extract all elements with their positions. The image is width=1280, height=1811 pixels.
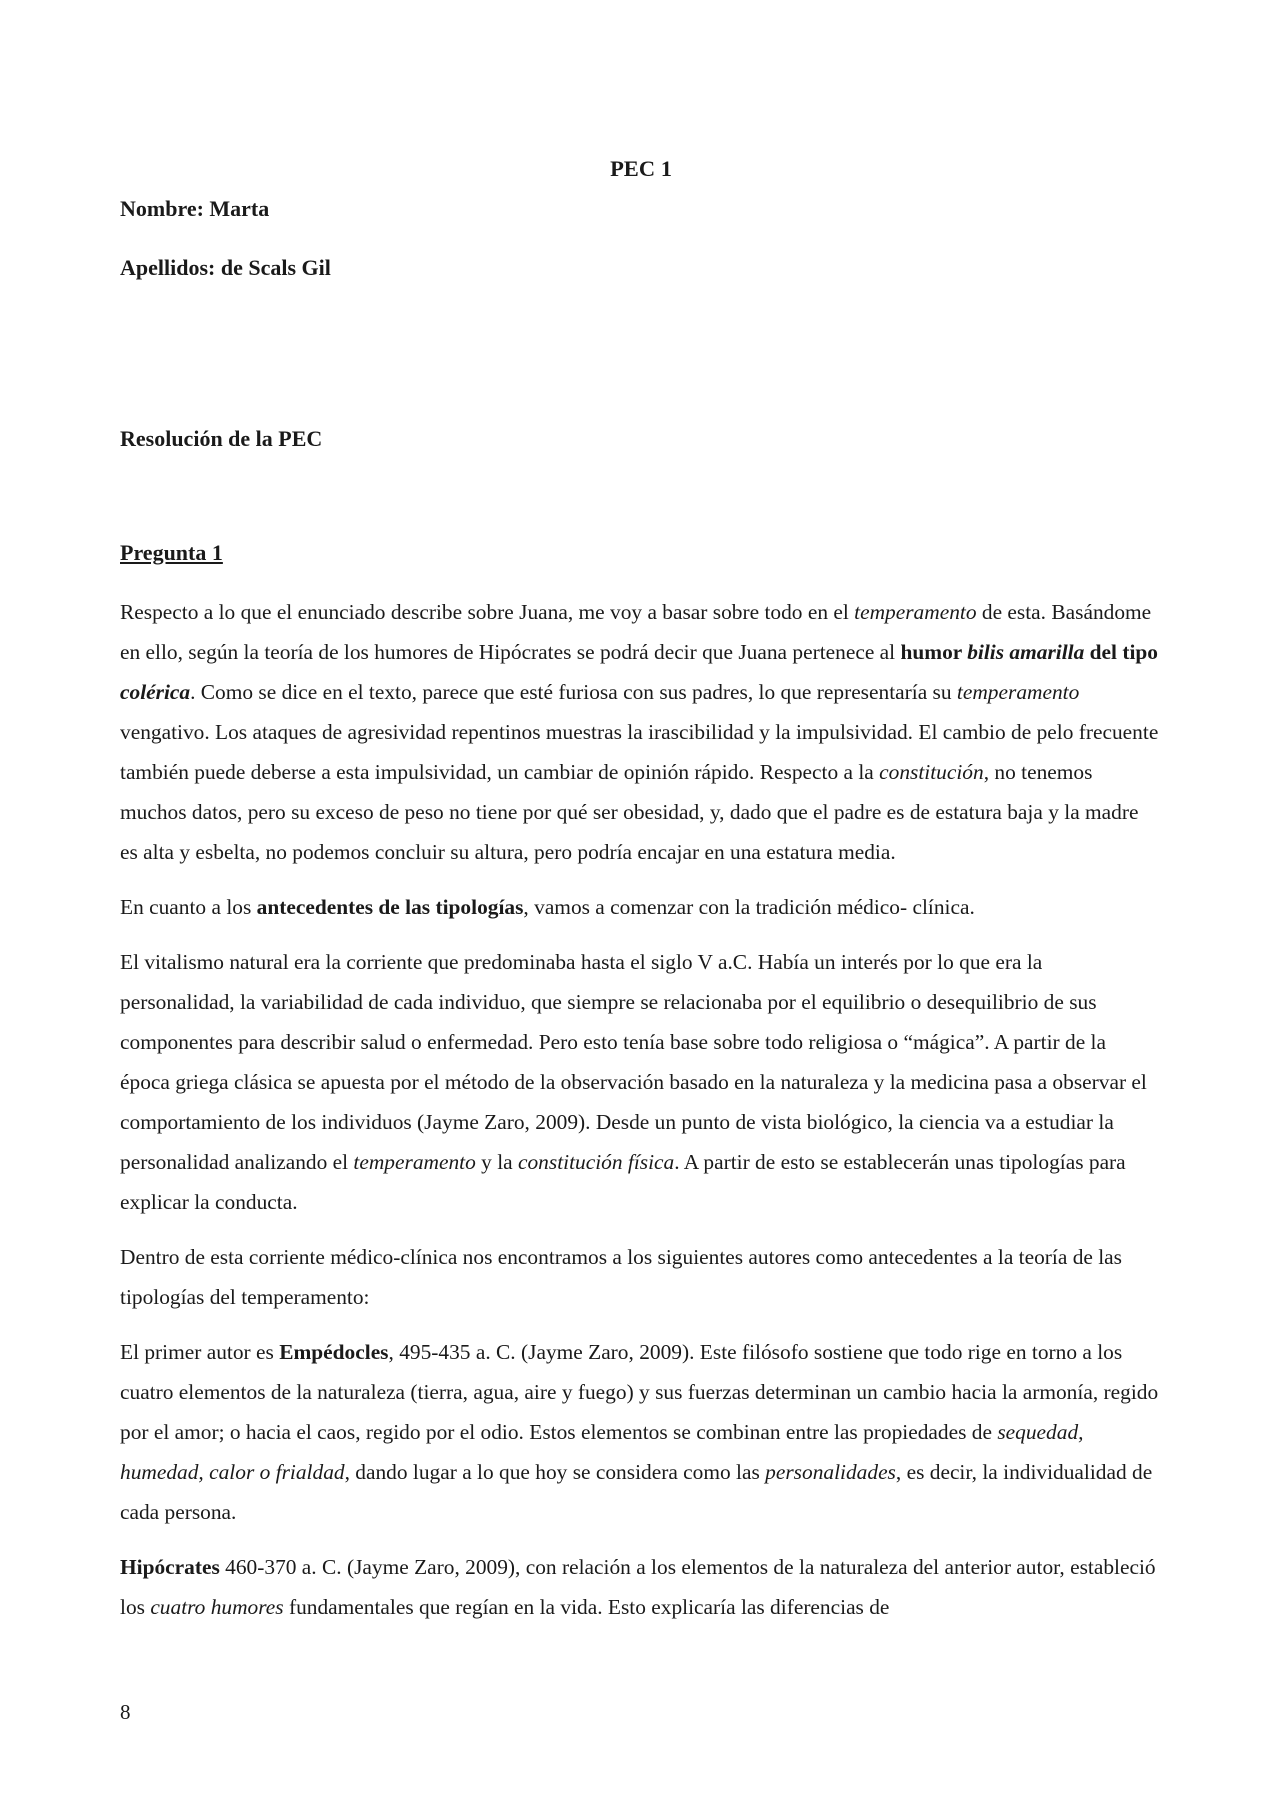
student-name: Nombre: Marta <box>120 196 270 221</box>
student-surnames: Apellidos: de Scals Gil <box>120 255 331 280</box>
section-heading: Resolución de la PEC <box>120 426 323 451</box>
document-body <box>120 592 1160 1642</box>
paragraph-2: En cuanto a los antecedentes de las tipologías, vamos a comenzar con la tradición médico- clínica. <box>120 895 975 919</box>
paragraph-5: El primer autor es Empédocles, 495-435 a. C. (Jayme Zaro, 2009). Este filósofo sostiene que todo rige en torno a los cuatro elementos de la naturaleza (tierra, agua, aire y fuego) y sus fuerzas determinan un cambio hacia la armonía, regido por el amor; o hacia el caos, regido por el odio. Estos elementos se combinan entre las propiedades de sequedad, humedad, calor o frialdad, dando lugar a lo que hoy se considera como las personalidades, es decir, la individualidad de cada persona. <box>120 1340 1159 1524</box>
page-number: 8 <box>120 1700 131 1724</box>
paragraph-3: El vitalismo natural era la corriente que predominaba hasta el siglo V a.C. Había un interés por lo que era la personalidad, la variabilidad de cada individuo, que siempre se relacionaba por el equilibrio o desequilibrio de sus componentes para describir salud o enfermedad. Pero esto tenía base sobre todo religiosa o “mágica”. A partir de la época griega clásica se apuesta por el método de la observación basado en la naturaleza y la medicina pasa a observar el comportamiento de los individuos (Jayme Zaro, 2009). Desde un punto de vista biológico, la ciencia va a estudiar la personalidad analizando el temperamento y la constitución física. A partir de esto se establecerán unas tipologías para explicar la conducta. <box>120 950 1147 1214</box>
document-title: PEC 1 <box>610 156 672 181</box>
paragraph-6: Hipócrates 460-370 a. C. (Jayme Zaro, 2009), con relación a los elementos de la naturaleza del anterior autor, estableció los cuatro humores fundamentales que regían en la vida. Esto explicaría las diferencias de <box>120 1555 1156 1619</box>
paragraph-4: Dentro de esta corriente médico-clínica nos encontramos a los siguientes autores como antecedentes a la teoría de las tipologías del temperamento: <box>120 1245 1122 1309</box>
paragraph-1: Respecto a lo que el enunciado describe sobre Juana, me voy a basar sobre todo en el temperamento de esta. Basándome en ello, según la teoría de los humores de Hipócrates se podrá decir que Juana pertenece al humor bilis amarilla del tipo colérica. Como se dice en el texto, parece que esté furiosa con sus padres, lo que representaría su temperamento vengativo. Los ataques de agresividad repentinos muestras la irascibilidad y la impulsividad. El cambio de pelo frecuente también puede deberse a esta impulsividad, un cambiar de opinión rápido. Respecto a la constitución, no tenemos muchos datos, pero su exceso de peso no tiene por qué ser obesidad, y, dado que el padre es de estatura baja y la madre es alta y esbelta, no podemos concluir su altura, pero podría encajar en una estatura media. <box>120 600 1159 864</box>
question-heading: Pregunta 1 <box>120 540 223 565</box>
